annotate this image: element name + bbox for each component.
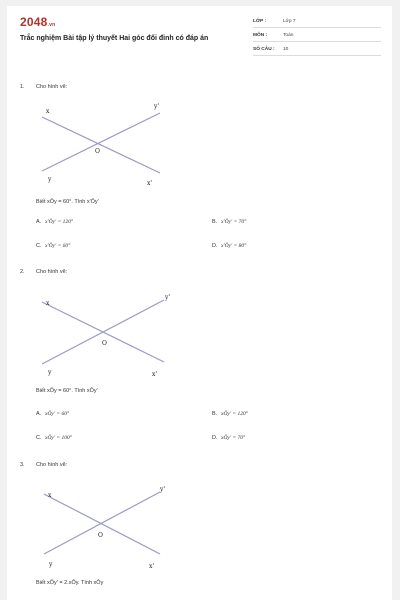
option-letter: D. — [212, 435, 218, 441]
option-text: xÔy' = 100° — [45, 435, 72, 441]
option-text: xÔy' = 70° — [221, 435, 246, 441]
label-y-prime: y' — [160, 486, 166, 493]
intersecting-lines-diagram — [34, 99, 174, 191]
label-y: y — [48, 176, 52, 183]
meta-label: MÔN : — [253, 33, 268, 38]
document-page — [7, 6, 392, 600]
option-text: xÔy' = 60° — [45, 411, 70, 417]
question-2-option-c[interactable] — [36, 435, 72, 441]
question-prompt-text: Cho hình vẽ: — [36, 462, 68, 468]
intersecting-lines-diagram — [34, 288, 179, 380]
label-y: y — [48, 369, 52, 376]
label-x: x — [48, 492, 52, 499]
intersecting-lines-diagram — [34, 480, 179, 572]
question-number: 3. — [20, 462, 25, 468]
question-1-option-b[interactable] — [212, 219, 246, 225]
meta-row-count — [253, 44, 381, 56]
label-o: O — [95, 148, 100, 155]
question-prompt-text: Cho hình vẽ: — [36, 269, 68, 275]
question-2-option-b[interactable] — [212, 411, 248, 417]
question-prompt — [20, 82, 67, 92]
label-x: x — [46, 108, 50, 115]
question-2-option-d[interactable] — [212, 435, 245, 441]
label-x-prime: x' — [147, 180, 153, 187]
option-text: x'Ôy' = 70° — [221, 219, 247, 225]
option-text: x'Ôy' = 60° — [45, 243, 71, 249]
meta-value: Toán — [283, 33, 294, 38]
label-o: O — [98, 532, 103, 539]
question-1-option-c[interactable] — [36, 243, 70, 249]
option-text: x'Ôy' = 80° — [221, 243, 247, 249]
option-text: xÔy' = 120° — [221, 411, 248, 417]
label-y-prime: y' — [154, 103, 160, 110]
label-x: x — [46, 300, 50, 307]
meta-row-subject — [253, 30, 381, 42]
question-prompt-text: Cho hình vẽ: — [36, 84, 68, 90]
question-1-option-d[interactable] — [212, 243, 246, 249]
label-y: y — [49, 561, 53, 568]
question-2-figure — [34, 288, 179, 380]
meta-value: Lớp 7 — [283, 19, 296, 24]
question-2 — [20, 267, 67, 277]
document-title: Trắc nghiệm Bài tập lý thuyết Hai góc đối đỉnh có đáp án — [20, 35, 209, 42]
logo-main: 2048 — [20, 15, 48, 29]
line-x-xprime — [42, 117, 160, 173]
question-3 — [20, 460, 67, 470]
meta-label: SỐ CÂU : — [253, 47, 275, 52]
question-1 — [20, 82, 67, 92]
option-letter: C. — [36, 243, 42, 249]
meta-label: LỚP : — [253, 19, 267, 24]
option-text: x'Ôy' = 120° — [45, 219, 74, 225]
label-o: O — [102, 340, 107, 347]
option-letter: A. — [36, 219, 42, 225]
question-1-figure — [34, 99, 174, 191]
question-2-stem: Biết xÔy = 60°. Tính xÔy' — [36, 388, 98, 394]
label-x-prime: x' — [149, 563, 155, 570]
question-number: 1. — [20, 84, 25, 90]
option-letter: B. — [212, 411, 218, 417]
question-prompt — [20, 267, 67, 277]
question-3-figure — [34, 480, 179, 572]
option-letter: D. — [212, 243, 218, 249]
label-x-prime: x' — [152, 371, 158, 378]
line-y-yprime — [42, 300, 164, 364]
question-2-option-a[interactable] — [36, 411, 69, 417]
option-letter: B. — [212, 219, 218, 225]
question-3-stem: Biết xÔy' = 2.xÔy. Tính xÔy — [36, 580, 104, 586]
meta-row-class — [253, 16, 381, 28]
line-y-yprime — [42, 113, 160, 171]
document-meta — [253, 16, 381, 58]
option-letter: C. — [36, 435, 42, 441]
meta-value: 10 — [283, 47, 289, 52]
document-header — [7, 6, 392, 54]
question-1-stem: Biết xÔy = 60°. Tính x'Ôy' — [36, 199, 99, 205]
question-1-option-a[interactable] — [36, 219, 73, 225]
option-letter: A. — [36, 411, 42, 417]
label-y-prime: y' — [165, 294, 171, 301]
logo-suffix: .vn — [47, 22, 56, 28]
site-logo[interactable] — [20, 15, 55, 29]
question-prompt — [20, 460, 67, 470]
question-number: 2. — [20, 269, 25, 275]
